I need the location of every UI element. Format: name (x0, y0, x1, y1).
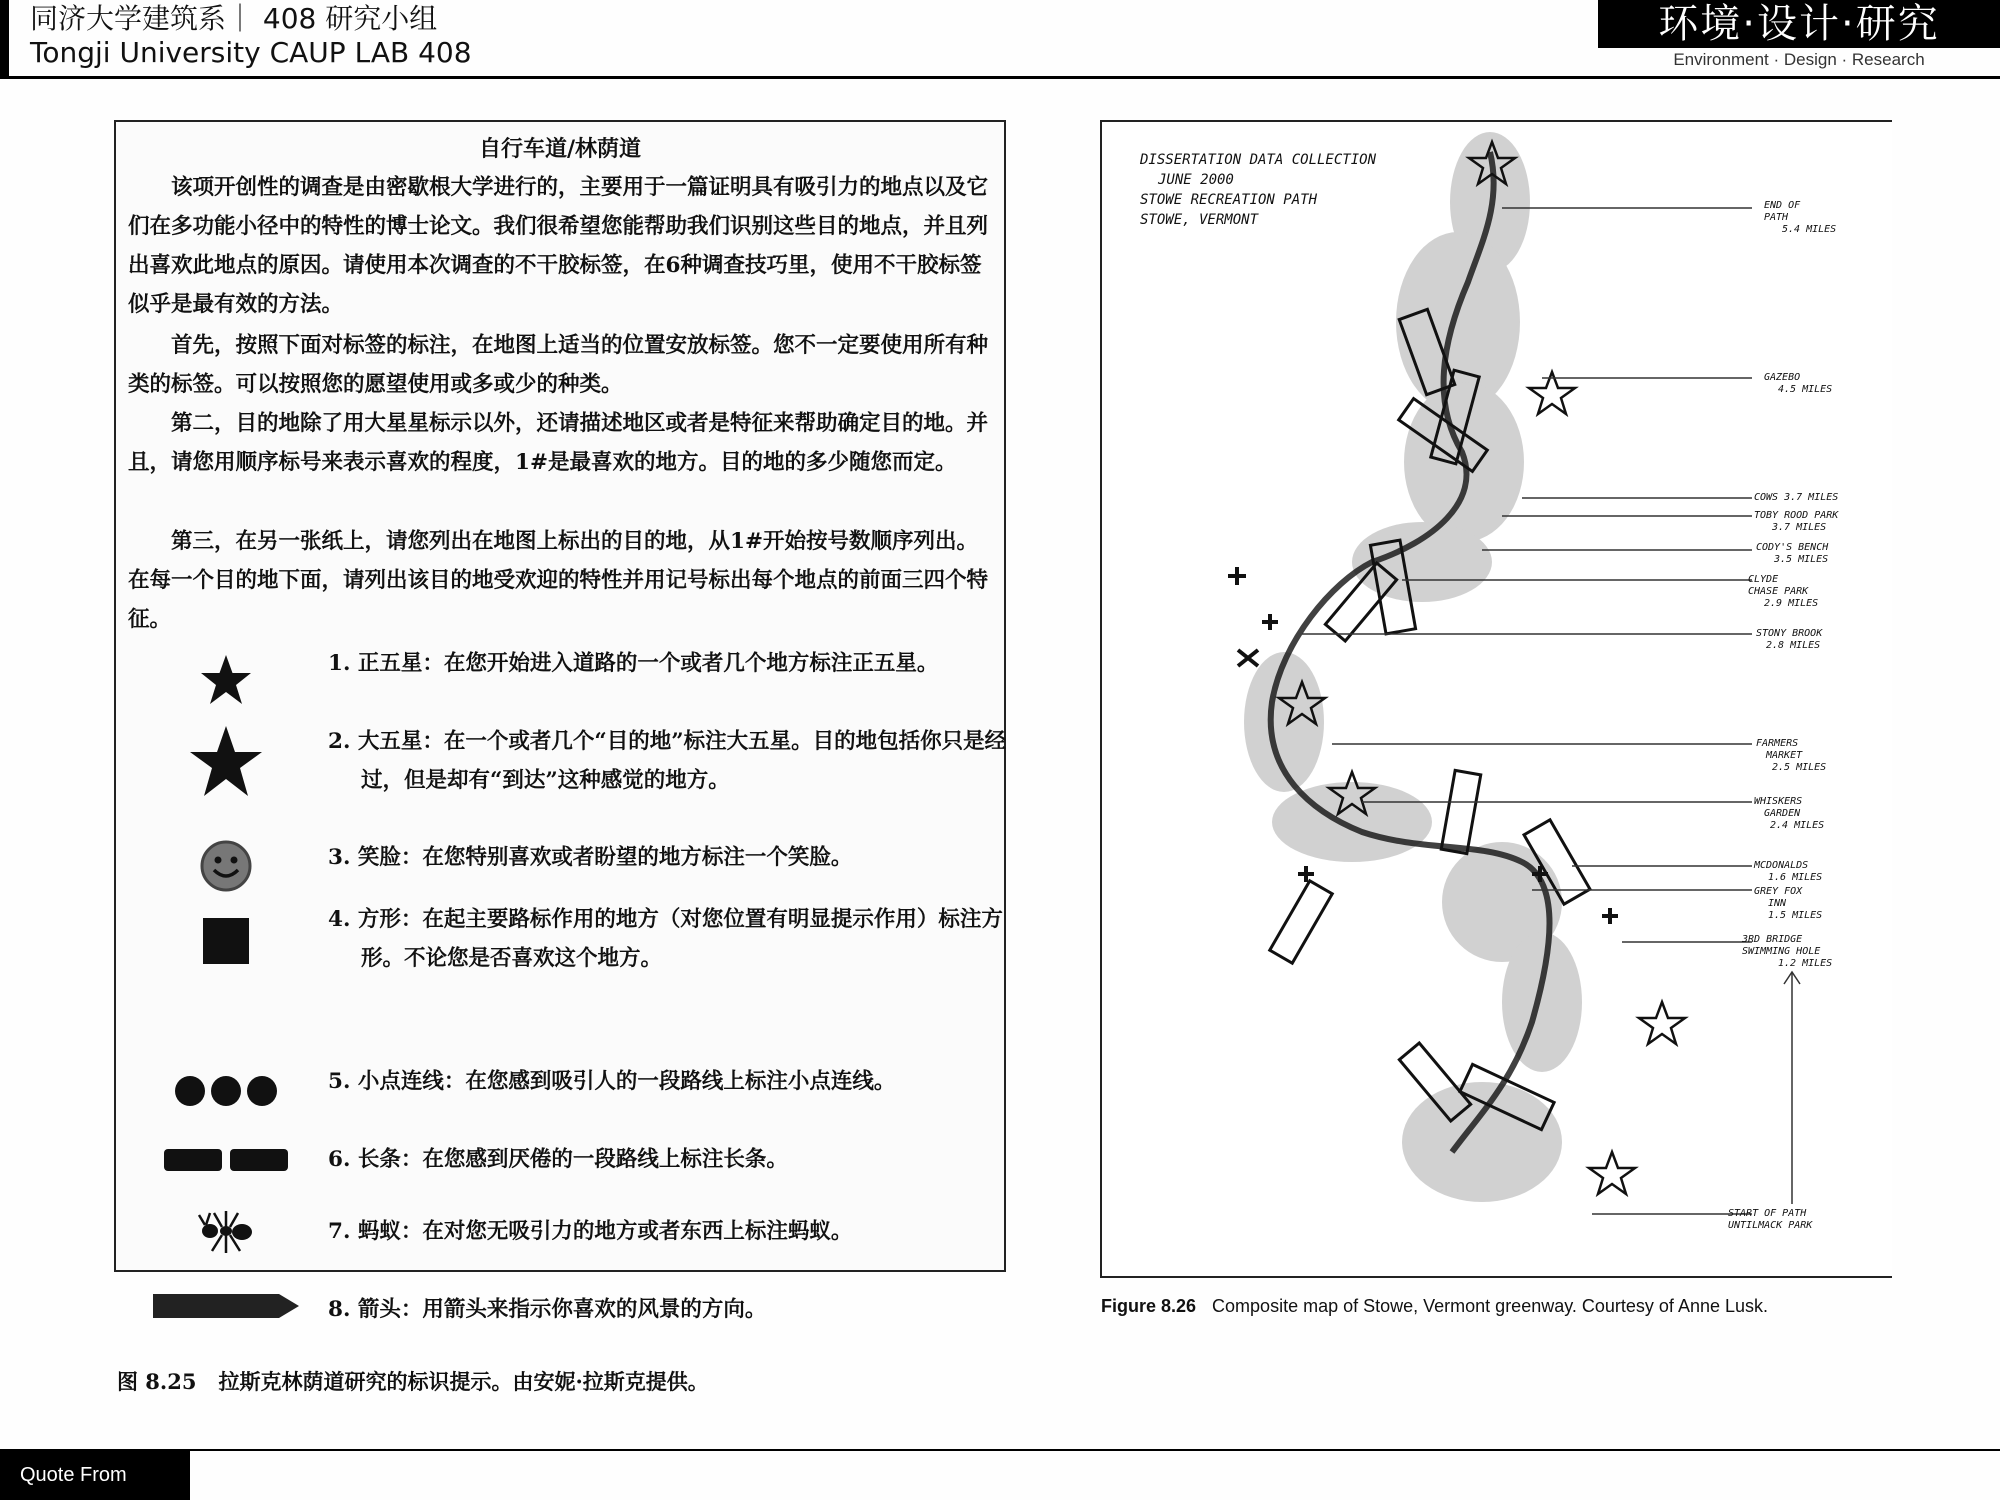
map-label-line: GREY FOX (1754, 886, 1803, 897)
map-label-line: 2.8 MILES (1766, 640, 1821, 651)
map-label-line: GAZEBO (1764, 372, 1801, 383)
arrow-icon (146, 1284, 306, 1328)
legend-text-bars: 6. 长条：在您感到厌倦的一段路线上标注长条。 (328, 1147, 788, 1172)
figure-8-25-label: 图 8.25 (117, 1369, 197, 1394)
map-label-gazebo (1764, 372, 1832, 396)
map-label-line: 5.4 MILES (1782, 224, 1837, 235)
legend-text-square: 4. 方形：在起主要路标作用的地方（对您位置有明显提示作用）标注方形。不论您是否喜欢这个地方。 (328, 907, 1003, 971)
map-label-line: 2.5 MILES (1772, 762, 1827, 773)
doc-title: 自行车道/林荫道 (478, 136, 642, 162)
map-label-end-of-path (1764, 200, 1836, 236)
paragraph-intro: 该项开创性的调查是由密歇根大学进行的，主要用于一篇证明具有吸引力的地点以及它们在多功能小径中的特性的博士论文。我们很希望您能帮助我们识别这些目的地点，并且列出喜欢此地点的原因。请使用本次调查的不干胶标签，在6种调查技巧里，使用不干胶标签似乎是最有效的方法。 (128, 175, 989, 317)
smiley-icon (146, 838, 306, 894)
map-label-line: INN (1768, 898, 1787, 909)
paragraph-first: 首先，按照下面对标签的标注，在地图上适当的位置安放标签。您不一定要使用所有种类的标签。可以按照您的愿望使用或多或少的种类。 (128, 333, 989, 397)
header-left-bar (0, 0, 9, 78)
legend-text-smiley: 3. 笑脸：在您特别喜欢或者盼望的地方标注一个笑脸。 (328, 845, 853, 870)
map-label-codys-bench (1756, 542, 1828, 566)
header-rule (0, 76, 2000, 79)
map-drawing (1102, 122, 1892, 1276)
map-label-line: 2.4 MILES (1770, 820, 1825, 831)
map-label-line: PATH (1764, 212, 1789, 223)
map-label-line: GARDEN (1764, 808, 1801, 819)
large-star-icon (146, 722, 306, 802)
paragraph-third: 第三，在另一张纸上，请您列出在地图上标出的目的地，从1#开始按号数顺序列出。在每一个目的地下面，请列出该目的地受欢迎的特性并用记号标出每个地点的前面三四个特征。 (128, 529, 989, 632)
map-label-line: CLYDE (1748, 574, 1779, 585)
map-label-line: 2.9 MILES (1764, 598, 1819, 609)
legend-text-dots: 5. 小点连线：在您感到吸引人的一段路线上标注小点连线。 (328, 1069, 896, 1094)
map-note (1140, 150, 1376, 230)
quote-from-tab: Quote From (0, 1451, 190, 1500)
map-label-line: MCDONALDS (1754, 860, 1809, 871)
map-label-line: 1.2 MILES (1778, 958, 1833, 969)
brand-title: 环境·设计·研究 (1658, 1, 1940, 47)
map-label-whiskers-garden (1754, 796, 1824, 832)
map-label-start-of-path (1728, 1208, 1812, 1232)
map-label-line: 4.5 MILES (1778, 384, 1833, 395)
map-label-mcdonalds (1754, 860, 1822, 884)
map-label-line: TOBY ROOD PARK (1754, 510, 1839, 521)
small-star-icon (146, 650, 306, 710)
figure-8-25-caption (117, 1366, 709, 1396)
map-label-farmers-market (1756, 738, 1826, 774)
map-label-cows (1754, 492, 1838, 504)
map-label-grey-fox-inn (1754, 886, 1822, 922)
map-note-line: JUNE 2000 (1158, 172, 1234, 188)
ant-icon (146, 1206, 306, 1256)
figure-8-25-text: 拉斯克林荫道研究的标识提示。由安妮·拉斯克提供。 (218, 1369, 709, 1394)
map-label-line: 3.7 MILES (1772, 522, 1827, 533)
header-english-title: Tongji University CAUP LAB 408 (30, 36, 472, 69)
brand-subtitle: Environment · Design · Research (1673, 50, 1925, 69)
figure-8-26-caption (1101, 1296, 1768, 1317)
legend-text-large-star: 2. 大五星：在一个或者几个“目的地”标注大五星。目的地包括你只是经过，但是却有“到达”这种感觉的地方。 (328, 729, 1007, 793)
bars-icon (146, 1140, 306, 1180)
map-label-line: UNTILMACK PARK (1728, 1220, 1813, 1231)
composite-map-figure (1100, 120, 1892, 1278)
map-label-line: COWS 3.7 MILES (1754, 492, 1839, 503)
map-label-line: 1.5 MILES (1768, 910, 1823, 921)
figure-8-26-text: Composite map of Stowe, Vermont greenway. Courtesy of Anne Lusk. (1212, 1296, 1768, 1316)
map-label-line: END OF (1764, 200, 1801, 211)
map-label-stony-brook (1756, 628, 1822, 652)
survey-instructions-panel (114, 120, 1007, 1322)
map-label-third-bridge (1742, 934, 1832, 970)
legend-text-ant: 7. 蚂蚁：在对您无吸引力的地方或者东西上标注蚂蚁。 (328, 1219, 853, 1244)
map-note-line: STOWE, VERMONT (1140, 212, 1259, 228)
map-label-line: CHASE PARK (1748, 586, 1809, 597)
figure-8-26-label: Figure 8.26 (1101, 1296, 1197, 1316)
map-label-line: WHISKERS (1754, 796, 1803, 807)
map-label-line: FARMERS (1756, 738, 1799, 749)
paragraph-second: 第二，目的地除了用大星星标示以外，还请描述地区或者是特征来帮助确定目的地。并且，请您用顺序标号来表示喜欢的程度，1#是最喜欢的地方。目的地的多少随您而定。 (128, 411, 989, 475)
map-label-line: SWIMMING HOLE (1742, 946, 1821, 957)
square-icon (146, 908, 306, 974)
legend-text-small-star: 1. 正五星：在您开始进入道路的一个或者几个地方标注正五星。 (328, 651, 939, 676)
header-chinese-title: 同济大学建筑系｜ 408 研究小组 (30, 2, 438, 35)
map-label-line: 3RD BRIDGE (1742, 934, 1803, 945)
map-label-line: 1.6 MILES (1768, 872, 1823, 883)
map-note-line: STOWE RECREATION PATH (1140, 192, 1318, 208)
map-label-line: START OF PATH (1728, 1208, 1807, 1219)
map-label-line: 3.5 MILES (1774, 554, 1829, 565)
map-label-toby-rood-park (1754, 510, 1838, 534)
legend-text-arrow: 8. 箭头：用箭头来指示你喜欢的风景的方向。 (328, 1297, 767, 1322)
dots-icon (146, 1066, 306, 1116)
footer-rule (0, 1449, 2000, 1451)
map-note-line: DISSERTATION DATA COLLECTION (1140, 152, 1377, 168)
brand-logo (1598, 0, 2000, 76)
map-label-line: STONY BROOK (1756, 628, 1823, 639)
map-label-line: CODY'S BENCH (1756, 542, 1829, 553)
map-label-clyde-chase-park (1748, 574, 1818, 610)
map-label-line: MARKET (1766, 750, 1803, 761)
